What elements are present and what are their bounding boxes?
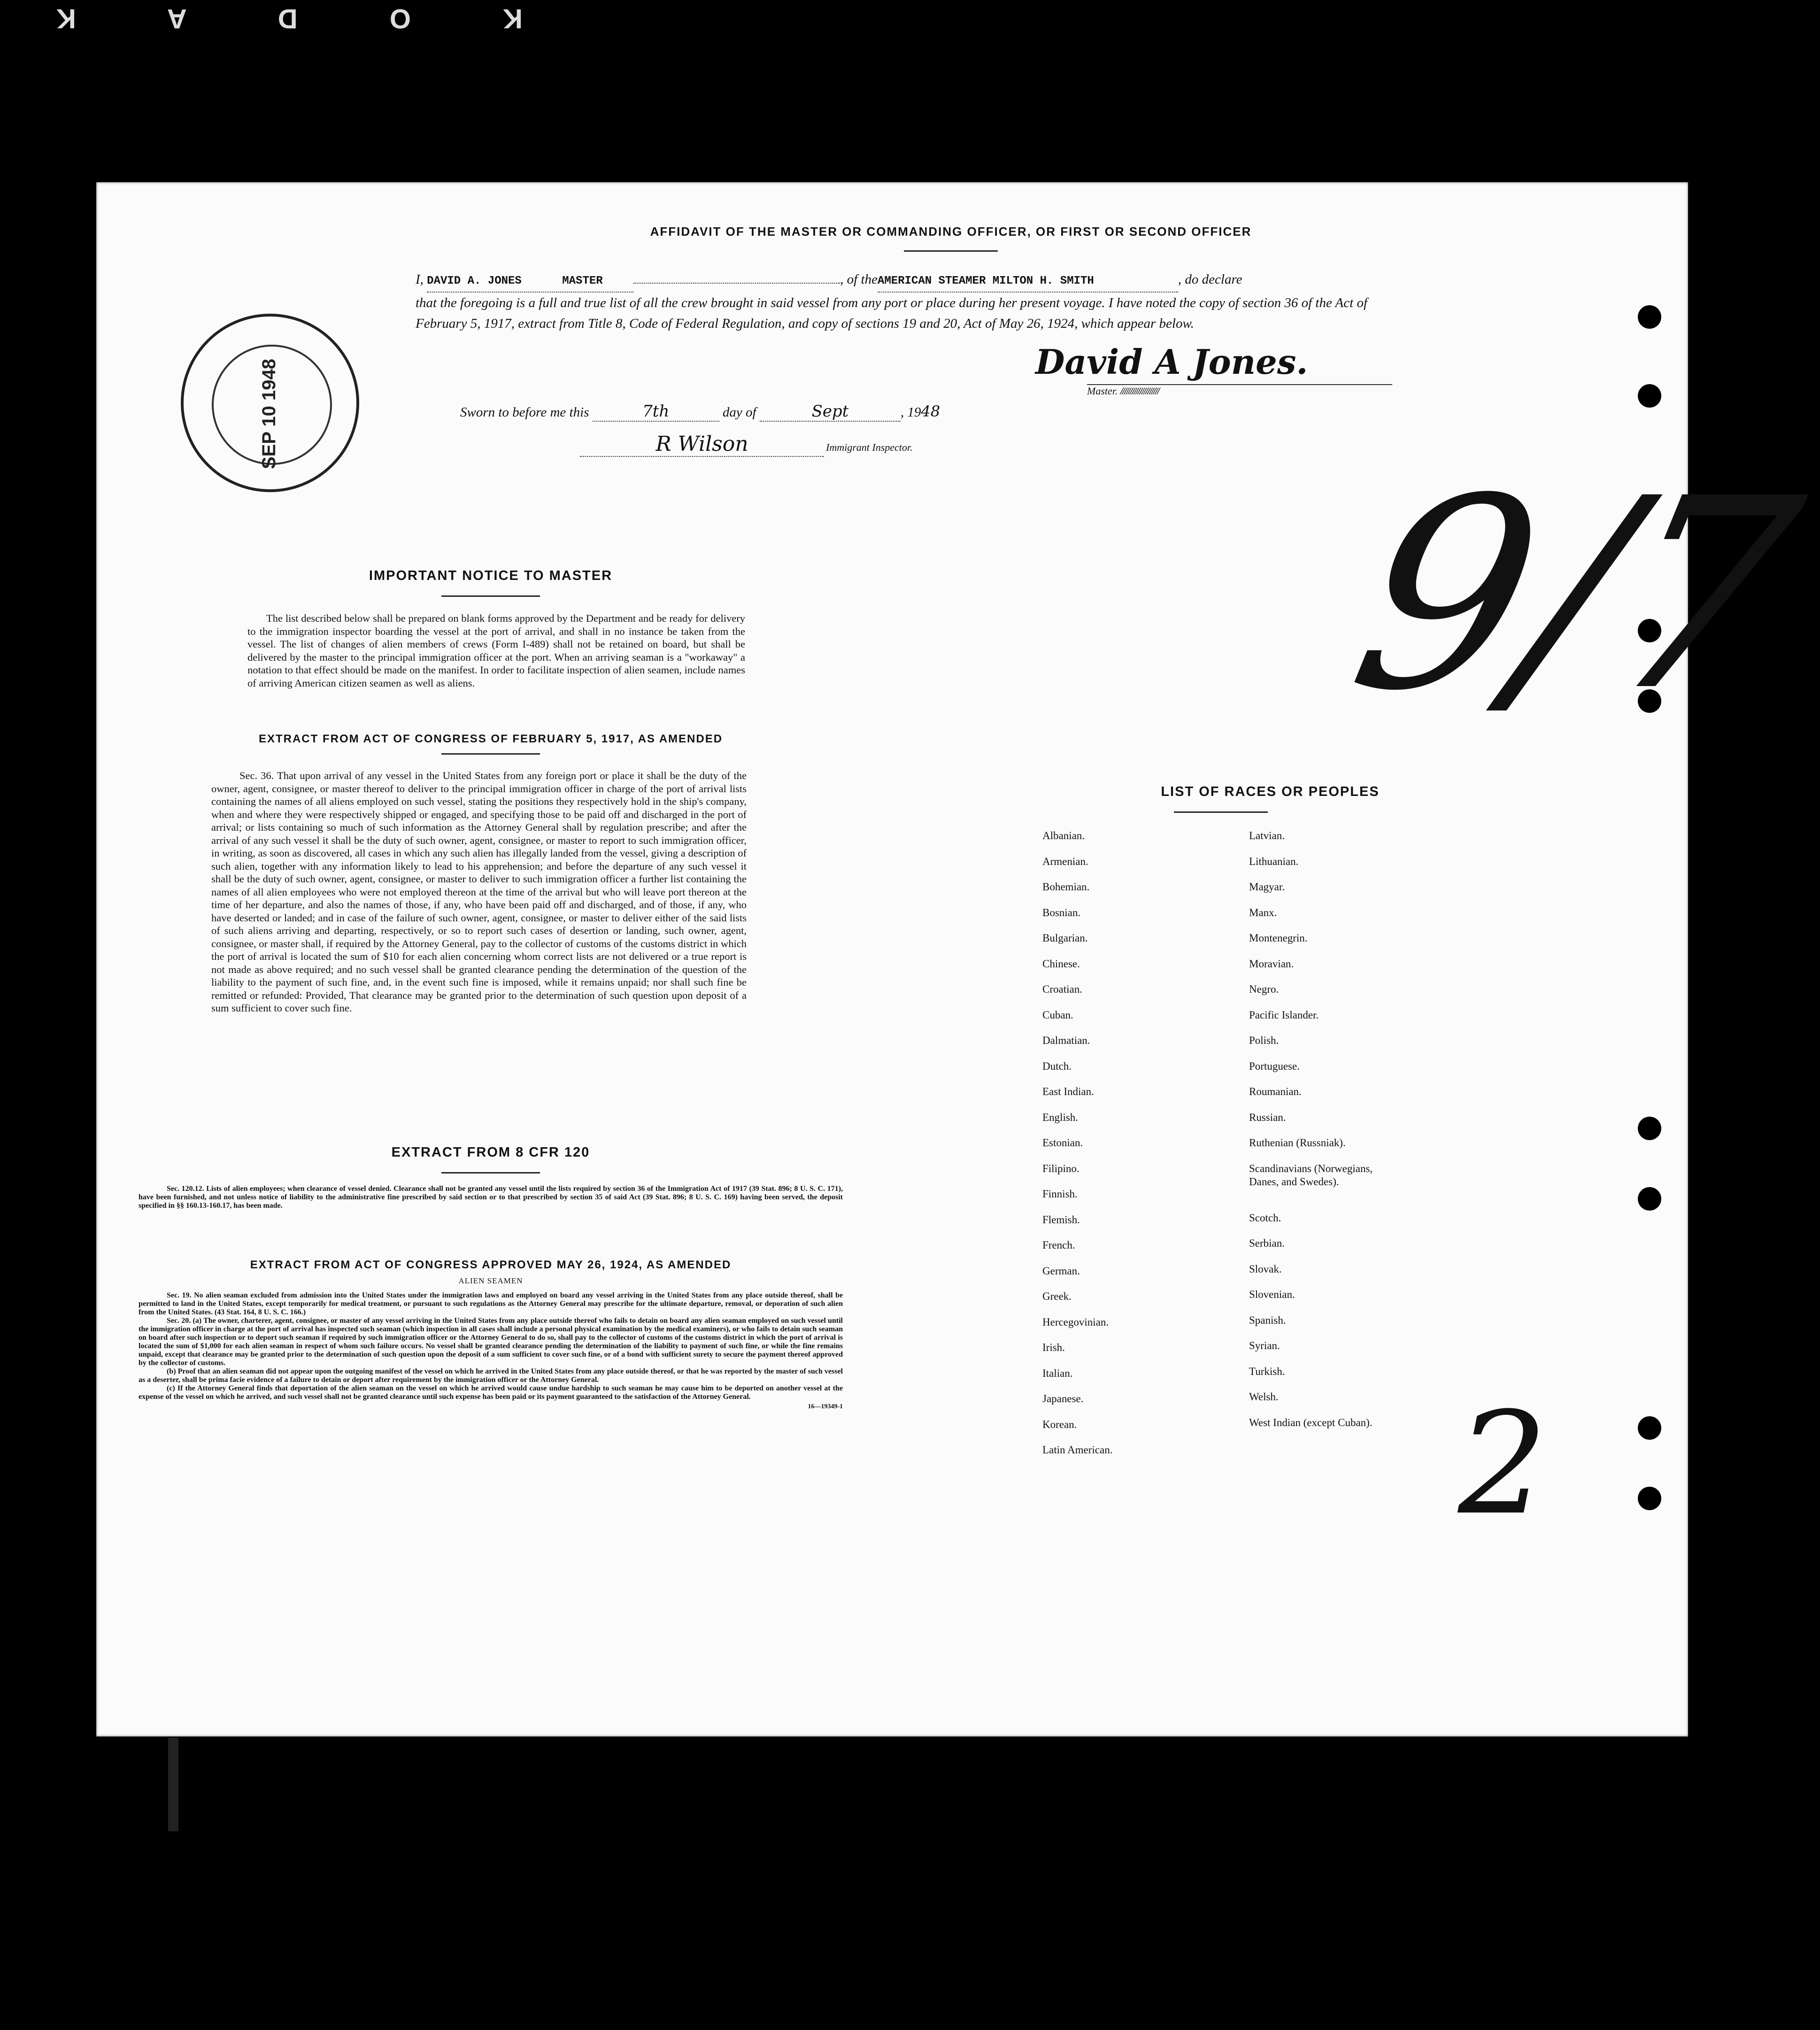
races-heading-rule (1174, 811, 1268, 813)
race-item: Bulgarian. (1042, 932, 1088, 944)
race-item: Filipino. (1042, 1162, 1080, 1174)
sworn-label: Sworn to before me this (460, 405, 589, 420)
race-item: Welsh. (1249, 1391, 1279, 1403)
race-item: Montenegrin. (1249, 932, 1308, 944)
race-item: Chinese. (1042, 957, 1080, 970)
punch-hole (1638, 305, 1661, 329)
race-item: Estonian. (1042, 1137, 1083, 1149)
race-item: Manx. (1249, 906, 1277, 919)
race-item: Korean. (1042, 1418, 1077, 1430)
affidavit-text (416, 269, 1402, 334)
race-item: German. (1042, 1265, 1080, 1277)
race-item: Russian. (1249, 1111, 1286, 1123)
race-item: Albanian. (1042, 830, 1085, 841)
race-item: Greek. (1042, 1290, 1072, 1302)
master-label: Master. //////////////////// (1087, 385, 1159, 397)
extract-1917-heading: EXTRACT FROM ACT OF CONGRESS OF FEBRUARY 5, 1917, AS AMENDED (258, 733, 723, 745)
race-item: Japanese. (1042, 1393, 1084, 1405)
affidavit-declare: , do declare (1178, 272, 1242, 287)
extract-1924-sec19: Sec. 19. No alien seaman excluded from admission into the United States under the immigration laws and employed on board any vessel arriving in the United States from any place outside thereof, shall be permitted to land in the United States, except temporarily for medical treatment, or pursuant to such regulations as the Attorney General may prescribe for the ultimate departure, removal, or deporation of such alien from the United States. (43 Stat. 164, 8 U. S. C. 166.) (139, 1291, 843, 1316)
year-suffix: 48 (921, 402, 941, 420)
master-signature: David A Jones. (1035, 342, 1308, 382)
document-sheet (96, 182, 1820, 1737)
race-item: Magyar. (1249, 881, 1285, 893)
master-rank: MASTER (562, 275, 603, 287)
race-item: English. (1042, 1111, 1079, 1123)
race-item: Spanish. (1249, 1314, 1286, 1326)
race-item: Latin American. (1042, 1444, 1113, 1456)
race-item: Irish. (1042, 1342, 1065, 1353)
race-item: Negro. (1249, 983, 1279, 995)
punch-hole (1638, 1416, 1661, 1440)
race-item: Dutch. (1042, 1060, 1072, 1072)
extract-1924-heading: EXTRACT FROM ACT OF CONGRESS APPROVED MAY 26, 1924, AS AMENDED (250, 1258, 732, 1271)
race-item: Finnish. (1042, 1188, 1078, 1200)
extract-1917-heading-rule (441, 753, 540, 755)
film-edge-code: K O D A K (14, 3, 523, 34)
race-item: Cuban. (1042, 1009, 1073, 1021)
punch-hole (1638, 1487, 1661, 1510)
notice-text: The list described below shall be prepared on blank forms approved by the Department and be ready for delivery to the immigration inspector boarding the vessel at the port of arrival, and shall in no instance be taken from the vessel. The list of changes of alien members of crews (Form I-489) shall not be retained on board, but shall be delivered by the master to the principal immigration officer at the port. When an arriving seaman is a "workaway" a notation to that effect should be made on the manifest. In order to facilitate inspection of alien seamen, include names of arriving American citizen seamen as well as aliens. (247, 612, 745, 689)
extract-1924-sec20a: Sec. 20. (a) The owner, charterer, agent, consignee, or master of any vessel arriving in the United States from any place outside thereof who fails to detain on board any alien seaman employed on such vessel until the immigration officer in charge at the port of arrival has inspected such seaman (which inspection in all cases shall include a personal physical examination by the medical examiners), or who fails to detain such seaman on board after such inspection or to deport such seaman if required by such immigration officer or the Attorney General to do so, shall pay to the collector of customs of the customs district in which the port of arrival is located the sum of $1,000 for each alien seaman in respect of whom such failure occurs. No vessel shall be granted clearance pending the determination of the liability to payment of such fine, or while the fine remains unpaid, except that clearance may be granted prior to the determination of such question upon the deposit of a sum sufficient to cover such fine, or of a bond with sufficient surety to secure the payment thereof approved by the collector of customs. (139, 1317, 843, 1367)
punch-hole (1638, 1187, 1661, 1211)
extract-1917-text: Sec. 36. That upon arrival of any vessel in the United States from any foreign port or place it shall be the duty of the owner, agent, consignee, or master thereof to deliver to the principal immigration officer in charge of the port of arrival lists containing the names of all aliens employed on such vessel, stating the positions they respectively hold in the ship's company, when and where they were respectively shipped or engaged, and specifying those to be paid off and discharged in the port of arrival; or lists containing so much of such information as the Attorney General shall by regulation prescribe; and after the arrival of any such vessel it shall be the duty of such owner, agent, consignee, or master to report to such immigration officer, in writing, as soon as discovered, all cases in which any such alien has illegally landed from the vessel, giving a description of such alien, together with any information likely to lead to his apprehension; and before the departure of any such vessel it shall be the duty of such owner, agent, consignee, or master to deliver to such immigration officer a further list containing the names of all alien employees who were not employed thereon at the time of the arrival but who will leave port thereon at the time of her departure, and also the names of those, if any, who have been paid off and discharged, and of those, if any, who have deserted or landed; and in case of the failure of such owner, agent, consignee, or master to deliver either of the said lists of such aliens arriving and departing, respectively, or so to report such cases of desertion or landing, such owner, agent, consignee, or master shall, if required by the Attorney General, pay to the collector of customs of the customs district in which the port of arrival is located the sum of $10 for each alien concerning whom correct lists are not delivered or a true report is not made as above required; and no such vessel shall be granted clearance pending the determination of the question of the liability to the payment of such fine, and, in the event such fine is imposed, while it remains unpaid; nor shall such fine be remitted or refunded: Provided, That clearance may be granted prior to the determination of such question upon deposit of a sum sufficient to cover such fine. (211, 770, 747, 1014)
race-item: Slovak. (1249, 1263, 1282, 1275)
extract-cfr-text: Sec. 120.12. Lists of alien employees; when clearance of vessel denied. Clearance shall not be granted any vessel until the lists required by section 36 of the Immigration Act of 1917 (39 Stat. 896; 8 U. S. C. 171), have been furnished, and not unless notice of liability to the administrative fine prescribed by said section or to that prescribed by section 35 of said Act (39 Stat. 896; 8 U. S. C. 169) having been served, the deposit specified in §§ 160.13-160.17, has been made. (139, 1185, 843, 1210)
affidavit-pre-name: I, (416, 272, 424, 287)
year-prefix: , 19 (900, 405, 921, 420)
extract-cfr-heading: EXTRACT FROM 8 CFR 120 (391, 1145, 590, 1160)
extract-1924-subheading: ALIEN SEAMEN (458, 1276, 523, 1285)
races-heading: LIST OF RACES OR PEOPLES (1161, 784, 1380, 799)
master-name: DAVID A. JONES (427, 275, 522, 287)
race-item: Italian. (1042, 1367, 1073, 1379)
sworn-month: Sept (760, 402, 901, 422)
punch-hole (1638, 384, 1661, 408)
race-item: Latvian. (1249, 830, 1285, 841)
race-item: Serbian. (1249, 1237, 1285, 1249)
extract-1924-sec20c: (c) If the Attorney General finds that deportation of the alien seaman on the vessel on which he arrived would cause undue hardship to such seaman he may cause him to be deported on another vessel at the expense of the vessel on which he arrived, and such vessel shall not be granted clearance until such expense has been paid or its payment guaranteed to the satisfaction of the Attorney General. (139, 1384, 843, 1401)
race-item: Dalmatian. (1042, 1034, 1090, 1046)
race-item: Moravian. (1249, 957, 1294, 970)
race-item: Scotch. (1249, 1212, 1281, 1224)
sworn-line (460, 402, 940, 422)
race-item: Turkish. (1249, 1365, 1285, 1377)
day-label: day of (722, 405, 756, 420)
vessel-name: AMERICAN STEAMER MILTON H. SMITH (877, 275, 1094, 287)
vessel-field (878, 271, 1178, 293)
stamp-date: SEP 10 1948 (259, 359, 279, 470)
race-item: Scandinavians (Norwegians, Danes, and Swedes). (1249, 1162, 1373, 1188)
extract-1924-body (139, 1291, 843, 1411)
inspector-line (580, 432, 913, 457)
affidavit-of-the: , of the (840, 272, 878, 287)
film-edge-mark (168, 1737, 178, 1831)
race-item: East Indian. (1042, 1086, 1094, 1097)
race-item: West Indian (except Cuban). (1249, 1416, 1373, 1428)
race-item: French. (1042, 1239, 1075, 1251)
notice-heading: IMPORTANT NOTICE TO MASTER (369, 568, 613, 583)
extract-cfr-heading-rule (441, 1172, 540, 1173)
race-item: Armenian. (1042, 855, 1088, 867)
race-item: Bosnian. (1042, 906, 1081, 919)
race-item: Ruthenian (Russniak). (1249, 1137, 1346, 1149)
immigration-date-stamp (181, 314, 359, 492)
race-item: Pacific Islander. (1249, 1009, 1319, 1021)
race-item: Roumanian. (1249, 1086, 1302, 1097)
inspector-signature: R Wilson (580, 432, 824, 457)
race-item: Hercegovinian. (1042, 1316, 1109, 1328)
race-item: Portuguese. (1249, 1060, 1300, 1072)
race-item: Flemish. (1042, 1213, 1080, 1226)
punch-hole (1638, 1117, 1661, 1140)
affidavit-heading: AFFIDAVIT OF THE MASTER OR COMMANDING OFFICER, OR FIRST OR SECOND OFFICER (650, 224, 1252, 239)
extract-1924-sec20b: (b) Proof that an alien seaman did not appear upon the outgoing manifest of the vessel on which he arrived in the United States from any place outside thereof, or that he was reported by the master of such vessel as a deserter, shall be prima facie evidence of a failure to detain or deport after requirement by the immigration officer or the Attorney General. (139, 1367, 843, 1384)
master-name-field (427, 271, 633, 293)
notice-heading-rule (441, 595, 540, 597)
handwritten-folio-number: 9/7 (1331, 442, 1820, 749)
race-item: Croatian. (1042, 983, 1082, 995)
race-item: Polish. (1249, 1034, 1279, 1046)
rank-field-line (633, 283, 840, 284)
race-item: Bohemian. (1042, 881, 1090, 893)
inspector-label: Immigrant Inspector. (826, 441, 913, 453)
handwritten-mark: 2 (1458, 1382, 1548, 1546)
affidavit-body: that the foregoing is a full and true list of all the crew brought in said vessel from any port or place during her present voyage. I have noted the copy of section 36 of the Act of February 5, 1917, extract from Title 8, Code of Federal Regulation, and copy of sections 19 and 20, Act of May 26, 1924, which appear below. (416, 295, 1368, 331)
sworn-day: 7th (593, 402, 719, 422)
affidavit-heading-rule (904, 250, 998, 252)
form-number: 16—19349-1 (808, 1403, 843, 1410)
race-item: Syrian. (1249, 1340, 1280, 1351)
race-item: Slovenian. (1249, 1289, 1295, 1300)
race-item: Lithuanian. (1249, 855, 1299, 867)
